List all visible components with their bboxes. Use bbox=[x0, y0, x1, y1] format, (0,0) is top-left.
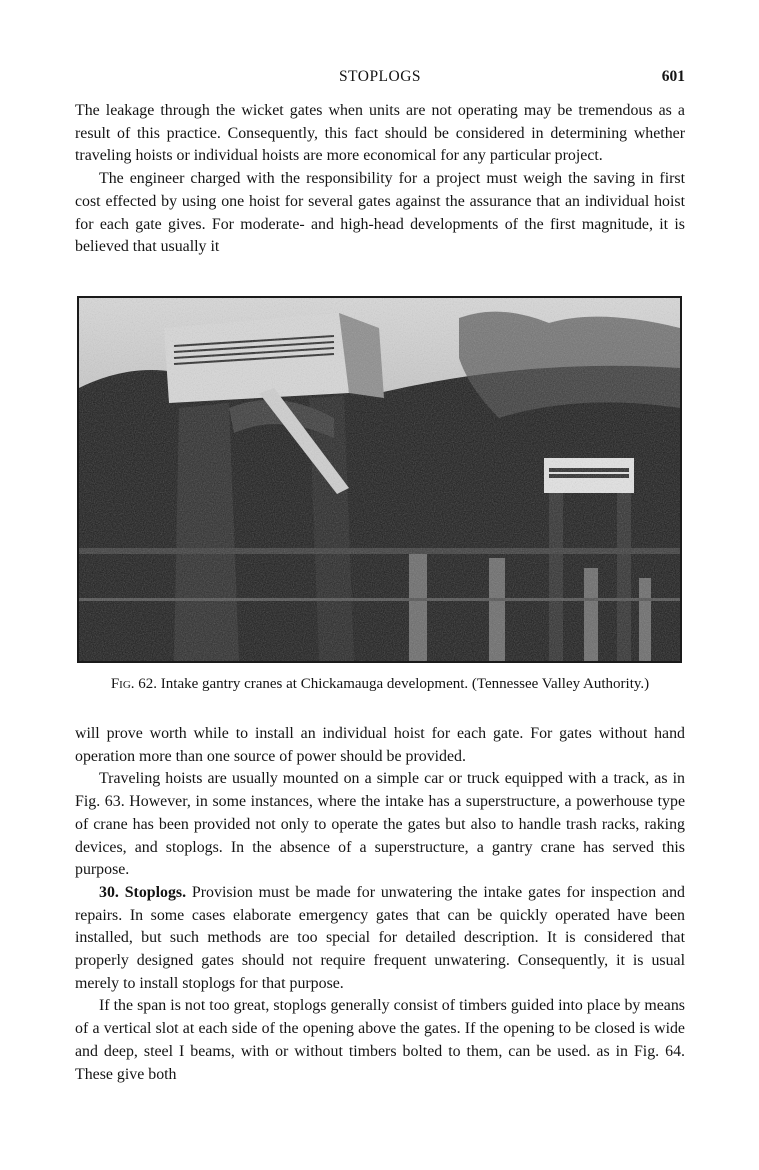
running-header bbox=[75, 68, 685, 90]
running-title: STOPLOGS bbox=[338, 68, 422, 85]
paragraph: Traveling hoists are usually mounted on a simple car or truck equipped with a track, as in Fig. 63. However, in some instances, where the intake has a superstructure, a powerhouse type of crane has been provided not only to operate the gates but also to handle trash racks, raking devices, and stoplogs. In the absence of a superstructure, a gantry crane has served this purpose. bbox=[75, 770, 685, 879]
paragraph: The leakage through the wicket gates when units are not operating may be tremendous as a result of this practice. Consequently, this fact should be considered in determining whether traveling hoists or individual hoists are more economical for any particular project. bbox=[75, 102, 685, 165]
section-paragraph bbox=[75, 882, 685, 996]
page-number: 601 bbox=[661, 68, 685, 85]
paragraph: The engineer charged with the responsibility for a project must weigh the saving in first cost effected by using one hoist for several gates against the assurance that an individual hoist for each gate gives. For moderate- and high-head developments of the first magnitude, it is believed that usually it bbox=[75, 170, 685, 256]
figure-caption-text: Intake gantry cranes at Chickamauga development. (Tennessee Valley Authority.) bbox=[160, 676, 650, 692]
figure-label: Fig. 62. bbox=[110, 676, 158, 692]
body-text-bottom bbox=[75, 723, 685, 1086]
section-text: Provision must be made for unwatering the intake gates for inspection and repairs. In some cases elaborate emergency gates that can be quickly operated have been installed, but such methods are too special for detailed description. It is considered that properly designed gates should not require frequent unwatering. Consequently, it is usual merely to install stoplogs for that purpose. bbox=[75, 883, 685, 992]
paragraph: If the span is not too great, stoplogs generally consist of timbers guided into place by means of a vertical slot at each side of the opening above the gates. If the opening to be closed is wide and deep, steel I beams, with or without timbers bolted to them, can be used. as in Fig. 64. These give both bbox=[75, 997, 685, 1083]
figure-photo bbox=[77, 296, 682, 663]
section-heading: 30. Stoplogs. bbox=[99, 883, 187, 901]
body-text-top bbox=[75, 100, 685, 259]
figure-caption bbox=[75, 674, 685, 694]
gantry-crane-photo bbox=[79, 298, 680, 661]
paragraph: will prove worth while to install an individual hoist for each gate. For gates without hand operation more than one source of power should be provided. bbox=[75, 725, 685, 765]
